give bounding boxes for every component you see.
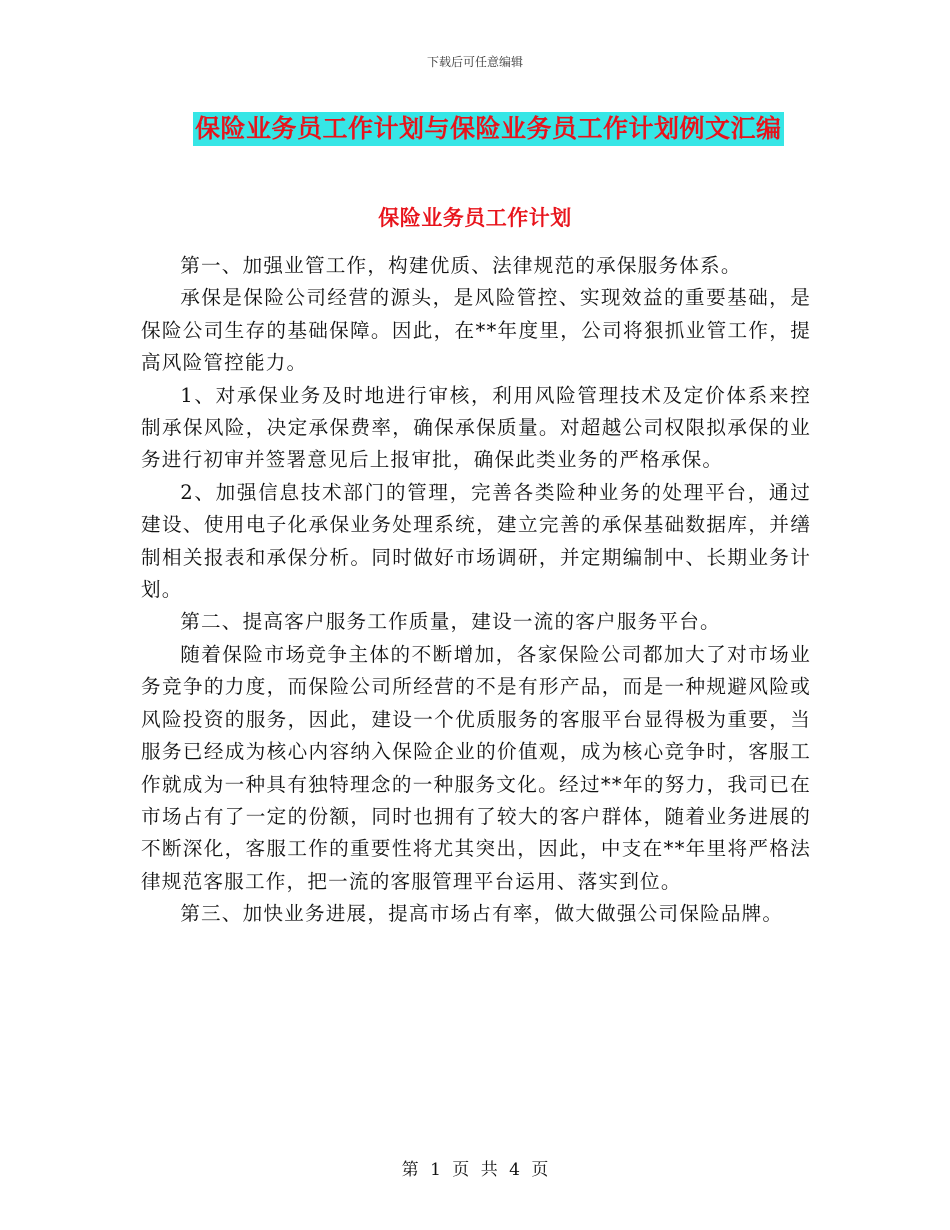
document-title: 保险业务员工作计划与保险业务员工作计划例文汇编 <box>193 112 784 146</box>
paragraph: 第三、加快业务进展，提高市场占有率，做大做强公司保险品牌。 <box>180 902 784 926</box>
section-title: 保险业务员工作计划 <box>378 206 572 230</box>
paragraph: 第二、提高客户服务工作质量，建设一流的客户服务平台。 <box>180 610 721 634</box>
paragraph: 承保是保险公司经营的源头，是风险管控、实现效益的重要基础，是保险公司生存的基础保障。因此，在**年度里，公司将狠抓业管工作，提高风险管控能力。 <box>141 286 811 375</box>
paragraph: 2、加强信息技术部门的管理，完善各类险种业务的处理平台，通过建设、使用电子化承保业务处理系统，建立完善的承保基础数据库，并缮制相关报表和承保分析。同时做好市场调研，并定期编制中、长期业务计划。 <box>141 480 811 602</box>
page-footer: 第 1 页 共 4 页 <box>401 1160 549 1180</box>
paragraph: 1、对承保业务及时地进行审核，利用风险管理技术及定价体系来控制承保风险，决定承保费率，确保承保质量。对超越公司权限拟承保的业务进行初审并签署意见后上报审批，确保此类业务的严格承保。 <box>141 383 811 472</box>
document-body <box>141 250 811 931</box>
header-note: 下载后可任意编辑 <box>426 55 523 69</box>
paragraph: 随着保险市场竞争主体的不断增加，各家保险公司都加大了对市场业务竞争的力度，而保险公司所经营的不是有形产品，而是一种规避风险或风险投资的服务，因此，建设一个优质服务的客服平台显得极为重要，当服务已经成为核心内容纳入保险企业的价值观，成为核心竞争时，客服工作就成为一种具有独特理念的一种服务文化。经过**年的努力，我司已在市场占有了一定的份额，同时也拥有了较大的客户群体，随着业务进展的不断深化，客服工作的重要性将尤其突出，因此，中支在**年里将严格法律规范客服工作，把一流的客服管理平台运用、落实到位。 <box>141 642 811 893</box>
paragraph: 第一、加强业管工作，构建优质、法律规范的承保服务体系。 <box>180 254 742 277</box>
